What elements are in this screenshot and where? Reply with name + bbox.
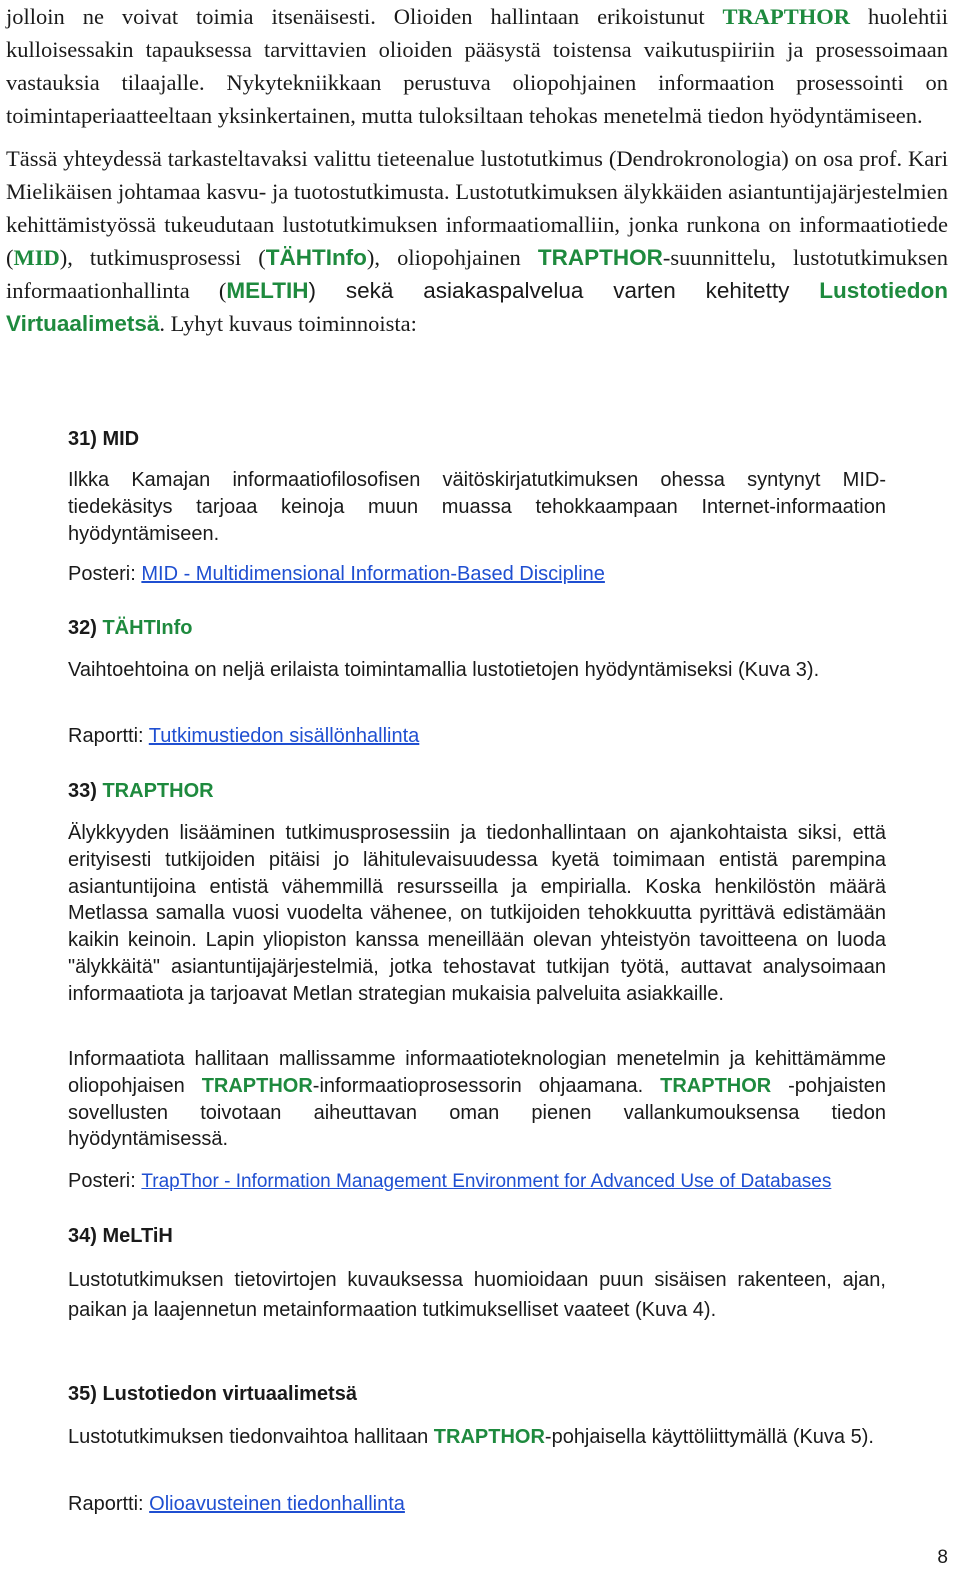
intro-paragraph-1: jolloin ne voivat toimia itsenäisesti. Olioiden hallintaan erikoistunut TRAPTHOR huolehtii kulloisessakin tapauksessa tarvittavien olioiden pääsystä toistensa vaikutuspiiriin ja prosessoimaan vastauksia tilaajalle. Nykytekniikkaan perustuva oliopohjainen informaation prosessointi on toimintaperiaatteeltaan yksinkertainen, mutta tuloksiltaan tehokas menetelmä tiedon hyödyntämiseen. <box>6 4 948 128</box>
section-text-tahtinfo: Vaihtoehtoina on neljä erilaista toimintamallia lustotietojen hyödyntämiseksi (Kuva 3). <box>68 659 820 681</box>
section-text-trapthor-2: Informaatiota hallitaan mallissamme informaatioteknologian menetelmin ja kehittämämme oliopohjaisen TRAPTHOR-informaatioprosessorin ohjaamana. TRAPTHOR -pohjaisten sovellusten toivotaan aiheuttavan oman pienen vallankumouksensa tiedon hyödyntämisessä. <box>68 1048 886 1151</box>
intro-text <box>6 0 948 350</box>
tahtinfo-brand: TÄHTInfo <box>265 245 367 270</box>
trapthor-brand: TRAPTHOR <box>660 1074 772 1097</box>
section-text-meltih: Lustotutkimuksen tietovirtojen kuvauksessa huomioidaan puun sisäisen rakenteen, ajan, paikan ja laajennetun metainformaation tutkimukselliset vaateet (Kuva 4). <box>68 1269 886 1321</box>
section-text-mid: Ilkka Kamajan informaatiofilosofisen väitöskirjatutkimuksen ohessa syntynyt MID-tiedekäsitys tarjoaa keinoja muun muassa tehokkaampaan Internet-informaation hyödyntämiseen. <box>68 469 886 545</box>
trapthor-brand: TRAPTHOR <box>201 1074 313 1097</box>
section-title-trapthor: 33) TRAPTHOR <box>68 780 214 802</box>
report-link-tahtinfo[interactable]: Tutkimustiedon sisällönhallinta <box>148 725 420 747</box>
section-title-tahtinfo: 32) TÄHTInfo <box>68 617 193 639</box>
section-ref-tahtinfo: Raportti: Tutkimustiedon sisällönhallinta <box>68 725 420 747</box>
page-number: 8 <box>937 1547 948 1568</box>
section-ref-mid: Posteri: MID - Multidimensional Information-Based Discipline <box>68 563 605 585</box>
meltih-brand: MELTIH <box>226 278 309 303</box>
section-title-meltih: 34) MeLTiH <box>68 1225 173 1247</box>
section-ref-virtuaalimetsa: Raportti: Olioavusteinen tiedonhallinta <box>68 1493 405 1515</box>
section-title-virtuaalimetsa: 35) Lustotiedon virtuaalimetsä <box>68 1383 357 1405</box>
trapthor-brand: TRAPTHOR <box>722 4 851 29</box>
poster-link-mid[interactable]: MID - Multidimensional Information-Based Discipline <box>141 563 605 585</box>
intro-paragraph-2: Tässä yhteydessä tarkasteltavaksi valittu tieteenalue lustotutkimus (Dendrokronologia) on osa prof. Kari Mielikäisen johtamaa kasvu- ja tuotostutkimusta. Lustotutkimuksen älykkäiden asiantuntijajärjestelmien kehittämistyössä tukeudutaan lustotutkimuksen informaatiomalliin, jonka runkona on informaatiotiede (MID), tutkimusprosessi (TÄHTInfo), oliopohjainen TRAPTHOR-suunnittelu, lustotutkimuksen informaationhallinta (MELTIH) sekä asiakaspalvelua varten kehitetty Lustotiedon Virtuaalimetsä. Lyhyt kuvaus toiminnoista: <box>6 146 948 336</box>
section-title-mid: 31) MID <box>68 428 140 450</box>
trapthor-brand: TRAPTHOR <box>537 245 663 270</box>
section-text-trapthor-1: Älykkyyden lisääminen tutkimusprosessiin ja tiedonhallintaan on ajankohtaista siksi, että erityisesti tutkijoiden pitäisi jo lähitulevaisuudessa kyetä toimimaan entistä parempina asiantuntijoina entistä vähemmillä resursseilla ja empirialla. Koska henkilöstön määrä Metlassa samalla vuosi vuodelta vähenee, on tutkijoiden tehokkuutta pyrittävä edistämään kaikin keinoin. Lapin yliopiston kanssa meneillään olevan yhteistyön tavoitteena on luoda "älykkäitä" asiantuntijajärjestelmiä, jotka tehostavat tutkijan työtä, auttavat analysoimaan informaatiota ja tarjoavat Metlan strategian mukaisia palveluita asiakkaille. <box>68 822 886 1005</box>
report-link-virtuaalimetsa[interactable]: Olioavusteinen tiedonhallinta <box>149 1493 405 1515</box>
section-text-virtuaalimetsa: Lustotutkimuksen tiedonvaihtoa hallitaan TRAPTHOR-pohjaisella käyttöliittymällä (Kuva 5). <box>68 1426 874 1448</box>
trapthor-brand: TRAPTHOR <box>433 1426 545 1448</box>
poster-link-trapthor[interactable]: TrapThor - Information Management Environment for Advanced Use of Databases <box>141 1171 832 1192</box>
mid-brand: MID <box>13 245 60 270</box>
virtuaalimetsa-brand: Lustotiedon Virtuaalimetsä <box>6 278 948 336</box>
section-ref-trapthor: Posteri: TrapThor - Information Management Environment for Advanced Use of Databases <box>68 1170 832 1192</box>
